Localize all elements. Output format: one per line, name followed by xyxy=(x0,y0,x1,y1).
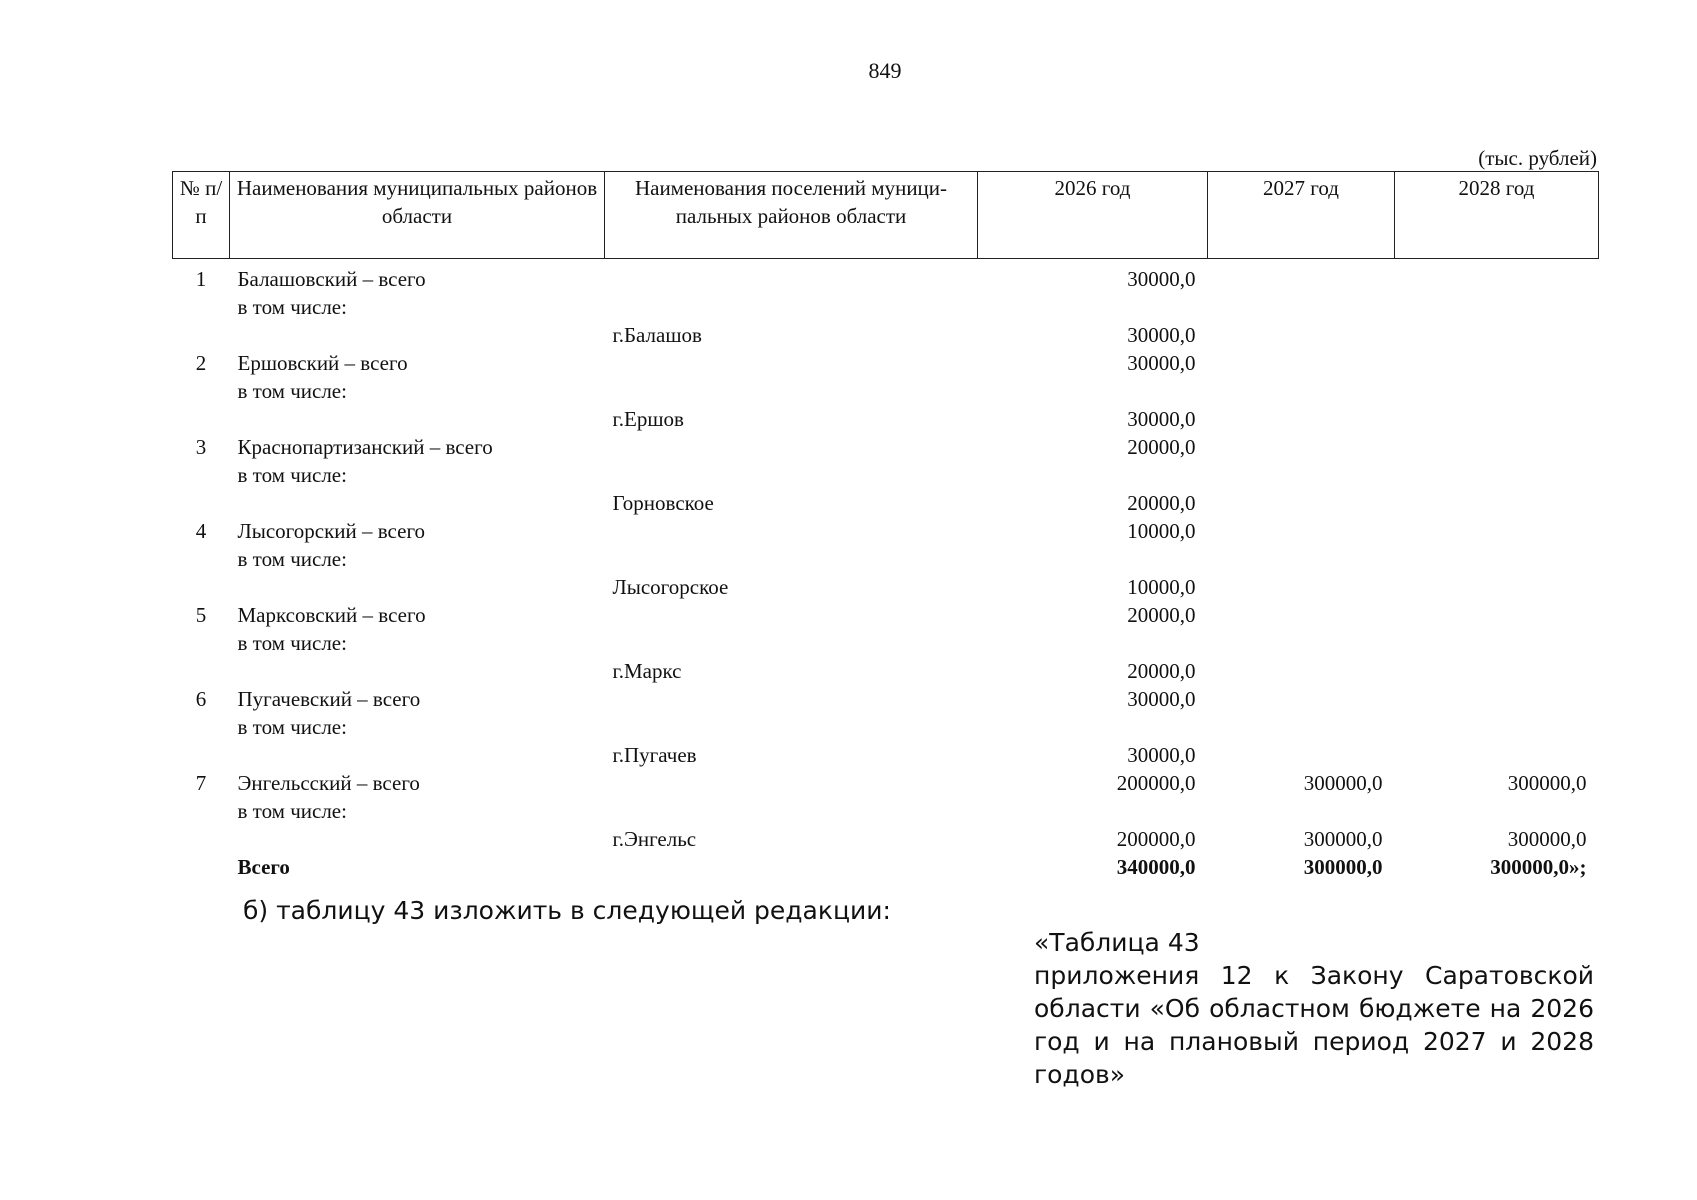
row-district xyxy=(230,489,605,517)
table-row xyxy=(173,769,1599,797)
table-row xyxy=(173,259,1599,294)
row-settlement: г.Ершов xyxy=(612,407,684,431)
row-2027 xyxy=(1208,797,1395,825)
row-settlement xyxy=(605,461,978,489)
row-district: Марксовский – всего xyxy=(237,603,426,627)
row-2027 xyxy=(1208,741,1395,769)
row-district: Энгельсский – всего xyxy=(237,771,420,795)
row-2026: 200000,0 xyxy=(1116,771,1196,795)
table-row xyxy=(173,349,1599,377)
table-row xyxy=(173,293,1599,321)
row-settlement xyxy=(605,349,978,377)
row-2027 xyxy=(1208,657,1395,685)
total-2027: 300000,0 xyxy=(1303,855,1383,879)
row-num: 7 xyxy=(195,771,207,795)
row-2026: 10000,0 xyxy=(1127,519,1196,543)
row-district: Пугачевский – всего xyxy=(237,687,421,711)
header-2027: 2027 год xyxy=(1208,172,1395,259)
row-2028 xyxy=(1395,405,1599,433)
row-district xyxy=(230,405,605,433)
table-row xyxy=(173,713,1599,741)
header-2028: 2028 год xyxy=(1395,172,1599,259)
row-settlement: г.Маркс xyxy=(612,659,682,683)
row-2028 xyxy=(1395,629,1599,657)
row-num xyxy=(173,321,230,349)
row-2028 xyxy=(1395,259,1599,294)
row-settlement xyxy=(605,629,978,657)
table-row xyxy=(173,629,1599,657)
row-settlement xyxy=(605,377,978,405)
row-settlement xyxy=(605,259,978,294)
row-district: в том числе: xyxy=(237,547,347,571)
table-row xyxy=(173,685,1599,713)
table-row xyxy=(173,573,1599,601)
table-row xyxy=(173,517,1599,545)
row-district xyxy=(230,825,605,853)
row-num xyxy=(173,293,230,321)
table-row xyxy=(173,377,1599,405)
row-num xyxy=(173,461,230,489)
row-2027 xyxy=(1208,259,1395,294)
row-2027 xyxy=(1208,545,1395,573)
budget-table xyxy=(172,171,1599,881)
row-district: в том числе: xyxy=(237,379,347,403)
row-2028 xyxy=(1395,573,1599,601)
row-num: 6 xyxy=(195,687,207,711)
row-2028 xyxy=(1395,433,1599,461)
row-2026: 30000,0 xyxy=(1127,743,1196,767)
row-2026: 30000,0 xyxy=(1127,267,1196,291)
row-2026 xyxy=(978,713,1208,741)
row-num xyxy=(173,629,230,657)
row-2028 xyxy=(1395,321,1599,349)
row-2028 xyxy=(1395,377,1599,405)
row-settlement xyxy=(605,433,978,461)
row-num xyxy=(173,713,230,741)
row-2028 xyxy=(1395,713,1599,741)
row-2026: 20000,0 xyxy=(1127,603,1196,627)
table-row xyxy=(173,797,1599,825)
row-num xyxy=(173,797,230,825)
row-num: 5 xyxy=(195,603,207,627)
row-district: Краснопартизанский – всего xyxy=(237,435,493,459)
row-2027: 300000,0 xyxy=(1303,827,1383,851)
row-2026: 30000,0 xyxy=(1127,687,1196,711)
table-header xyxy=(173,172,1599,259)
row-2026: 10000,0 xyxy=(1127,575,1196,599)
row-district: в том числе: xyxy=(237,715,347,739)
row-num: 2 xyxy=(195,351,207,375)
row-settlement xyxy=(605,713,978,741)
row-2028 xyxy=(1395,517,1599,545)
row-2028 xyxy=(1395,685,1599,713)
row-2026 xyxy=(978,797,1208,825)
row-num xyxy=(173,657,230,685)
header-districts: Наименования муниципальных районов области xyxy=(230,172,605,259)
row-2026 xyxy=(978,545,1208,573)
row-district: Ершовский – всего xyxy=(237,351,408,375)
total-row xyxy=(173,853,1599,881)
row-settlement xyxy=(605,797,978,825)
row-2026: 20000,0 xyxy=(1127,435,1196,459)
row-district xyxy=(230,573,605,601)
row-num xyxy=(173,825,230,853)
table-ref-text: приложения 12 к Закону Саратовской области «Об областном бюджете на 2026 год и на плановый период 2027 и 2028 годов» xyxy=(1034,961,1594,1089)
table-row xyxy=(173,461,1599,489)
total-settlement xyxy=(605,853,978,881)
row-2027 xyxy=(1208,489,1395,517)
row-2027 xyxy=(1208,685,1395,713)
table-row xyxy=(173,433,1599,461)
row-2026: 20000,0 xyxy=(1127,659,1196,683)
total-num xyxy=(173,853,230,881)
row-settlement: г.Пугачев xyxy=(612,743,697,767)
row-2028 xyxy=(1395,489,1599,517)
row-2026: 30000,0 xyxy=(1127,351,1196,375)
row-settlement xyxy=(605,601,978,629)
total-label: Всего xyxy=(237,855,290,879)
row-settlement: г.Балашов xyxy=(612,323,702,347)
total-2026: 340000,0 xyxy=(1116,855,1196,879)
row-2026 xyxy=(978,461,1208,489)
row-2027 xyxy=(1208,517,1395,545)
table-row xyxy=(173,825,1599,853)
row-2027: 300000,0 xyxy=(1303,771,1383,795)
row-2028: 300000,0 xyxy=(1507,771,1587,795)
table-ref-title: «Таблица 43 xyxy=(1034,928,1200,957)
row-2026: 30000,0 xyxy=(1127,407,1196,431)
header-settlements: Наименования поселений муници-пальных районов области xyxy=(605,172,978,259)
row-district xyxy=(230,321,605,349)
row-2028 xyxy=(1395,293,1599,321)
row-2028 xyxy=(1395,797,1599,825)
row-settlement xyxy=(605,293,978,321)
row-2026 xyxy=(978,629,1208,657)
row-2027 xyxy=(1208,629,1395,657)
row-2028: 300000,0 xyxy=(1507,827,1587,851)
table-row xyxy=(173,405,1599,433)
header-2026: 2026 год xyxy=(978,172,1208,259)
row-2027 xyxy=(1208,293,1395,321)
row-2027 xyxy=(1208,573,1395,601)
row-num xyxy=(173,545,230,573)
row-num xyxy=(173,573,230,601)
row-2027 xyxy=(1208,713,1395,741)
row-2027 xyxy=(1208,349,1395,377)
total-2028: 300000,0»; xyxy=(1490,855,1587,879)
row-district: в том числе: xyxy=(237,463,347,487)
table-row xyxy=(173,657,1599,685)
row-2027 xyxy=(1208,377,1395,405)
row-2028 xyxy=(1395,461,1599,489)
row-2027 xyxy=(1208,321,1395,349)
row-2026: 30000,0 xyxy=(1127,323,1196,347)
row-2026 xyxy=(978,293,1208,321)
row-settlement xyxy=(605,545,978,573)
row-2027 xyxy=(1208,433,1395,461)
table-row xyxy=(173,601,1599,629)
row-num: 3 xyxy=(195,435,207,459)
table-row xyxy=(173,741,1599,769)
row-2026: 20000,0 xyxy=(1127,491,1196,515)
row-district xyxy=(230,741,605,769)
row-num: 4 xyxy=(195,519,207,543)
table-reference xyxy=(1034,926,1594,1091)
table-row xyxy=(173,545,1599,573)
row-district: Балашовский – всего xyxy=(237,267,426,291)
row-2028 xyxy=(1395,657,1599,685)
row-settlement: Горновское xyxy=(612,491,714,515)
row-2026 xyxy=(978,377,1208,405)
row-num xyxy=(173,489,230,517)
table-row xyxy=(173,489,1599,517)
row-2028 xyxy=(1395,349,1599,377)
row-2028 xyxy=(1395,545,1599,573)
row-settlement: г.Энгельс xyxy=(612,827,697,851)
row-2028 xyxy=(1395,601,1599,629)
row-settlement: Лысогорское xyxy=(612,575,729,599)
table-body xyxy=(173,259,1599,882)
row-num xyxy=(173,405,230,433)
row-district: в том числе: xyxy=(237,631,347,655)
row-num xyxy=(173,741,230,769)
table-row xyxy=(173,321,1599,349)
row-settlement xyxy=(605,769,978,797)
row-district xyxy=(230,657,605,685)
row-district: Лысогорский – всего xyxy=(237,519,426,543)
instruction-paragraph: б) таблицу 43 изложить в следующей редакции: xyxy=(243,896,891,925)
row-district: в том числе: xyxy=(237,295,347,319)
row-2027 xyxy=(1208,461,1395,489)
page-number: 849 xyxy=(868,58,902,83)
row-2027 xyxy=(1208,601,1395,629)
row-num: 1 xyxy=(195,267,207,291)
row-2028 xyxy=(1395,741,1599,769)
row-district: в том числе: xyxy=(237,799,347,823)
header-num: № п/п xyxy=(173,172,230,259)
row-num xyxy=(173,377,230,405)
row-settlement xyxy=(605,685,978,713)
row-2027 xyxy=(1208,405,1395,433)
units-label: (тыс. рублей) xyxy=(1478,146,1597,170)
row-2026: 200000,0 xyxy=(1116,827,1196,851)
row-settlement xyxy=(605,517,978,545)
